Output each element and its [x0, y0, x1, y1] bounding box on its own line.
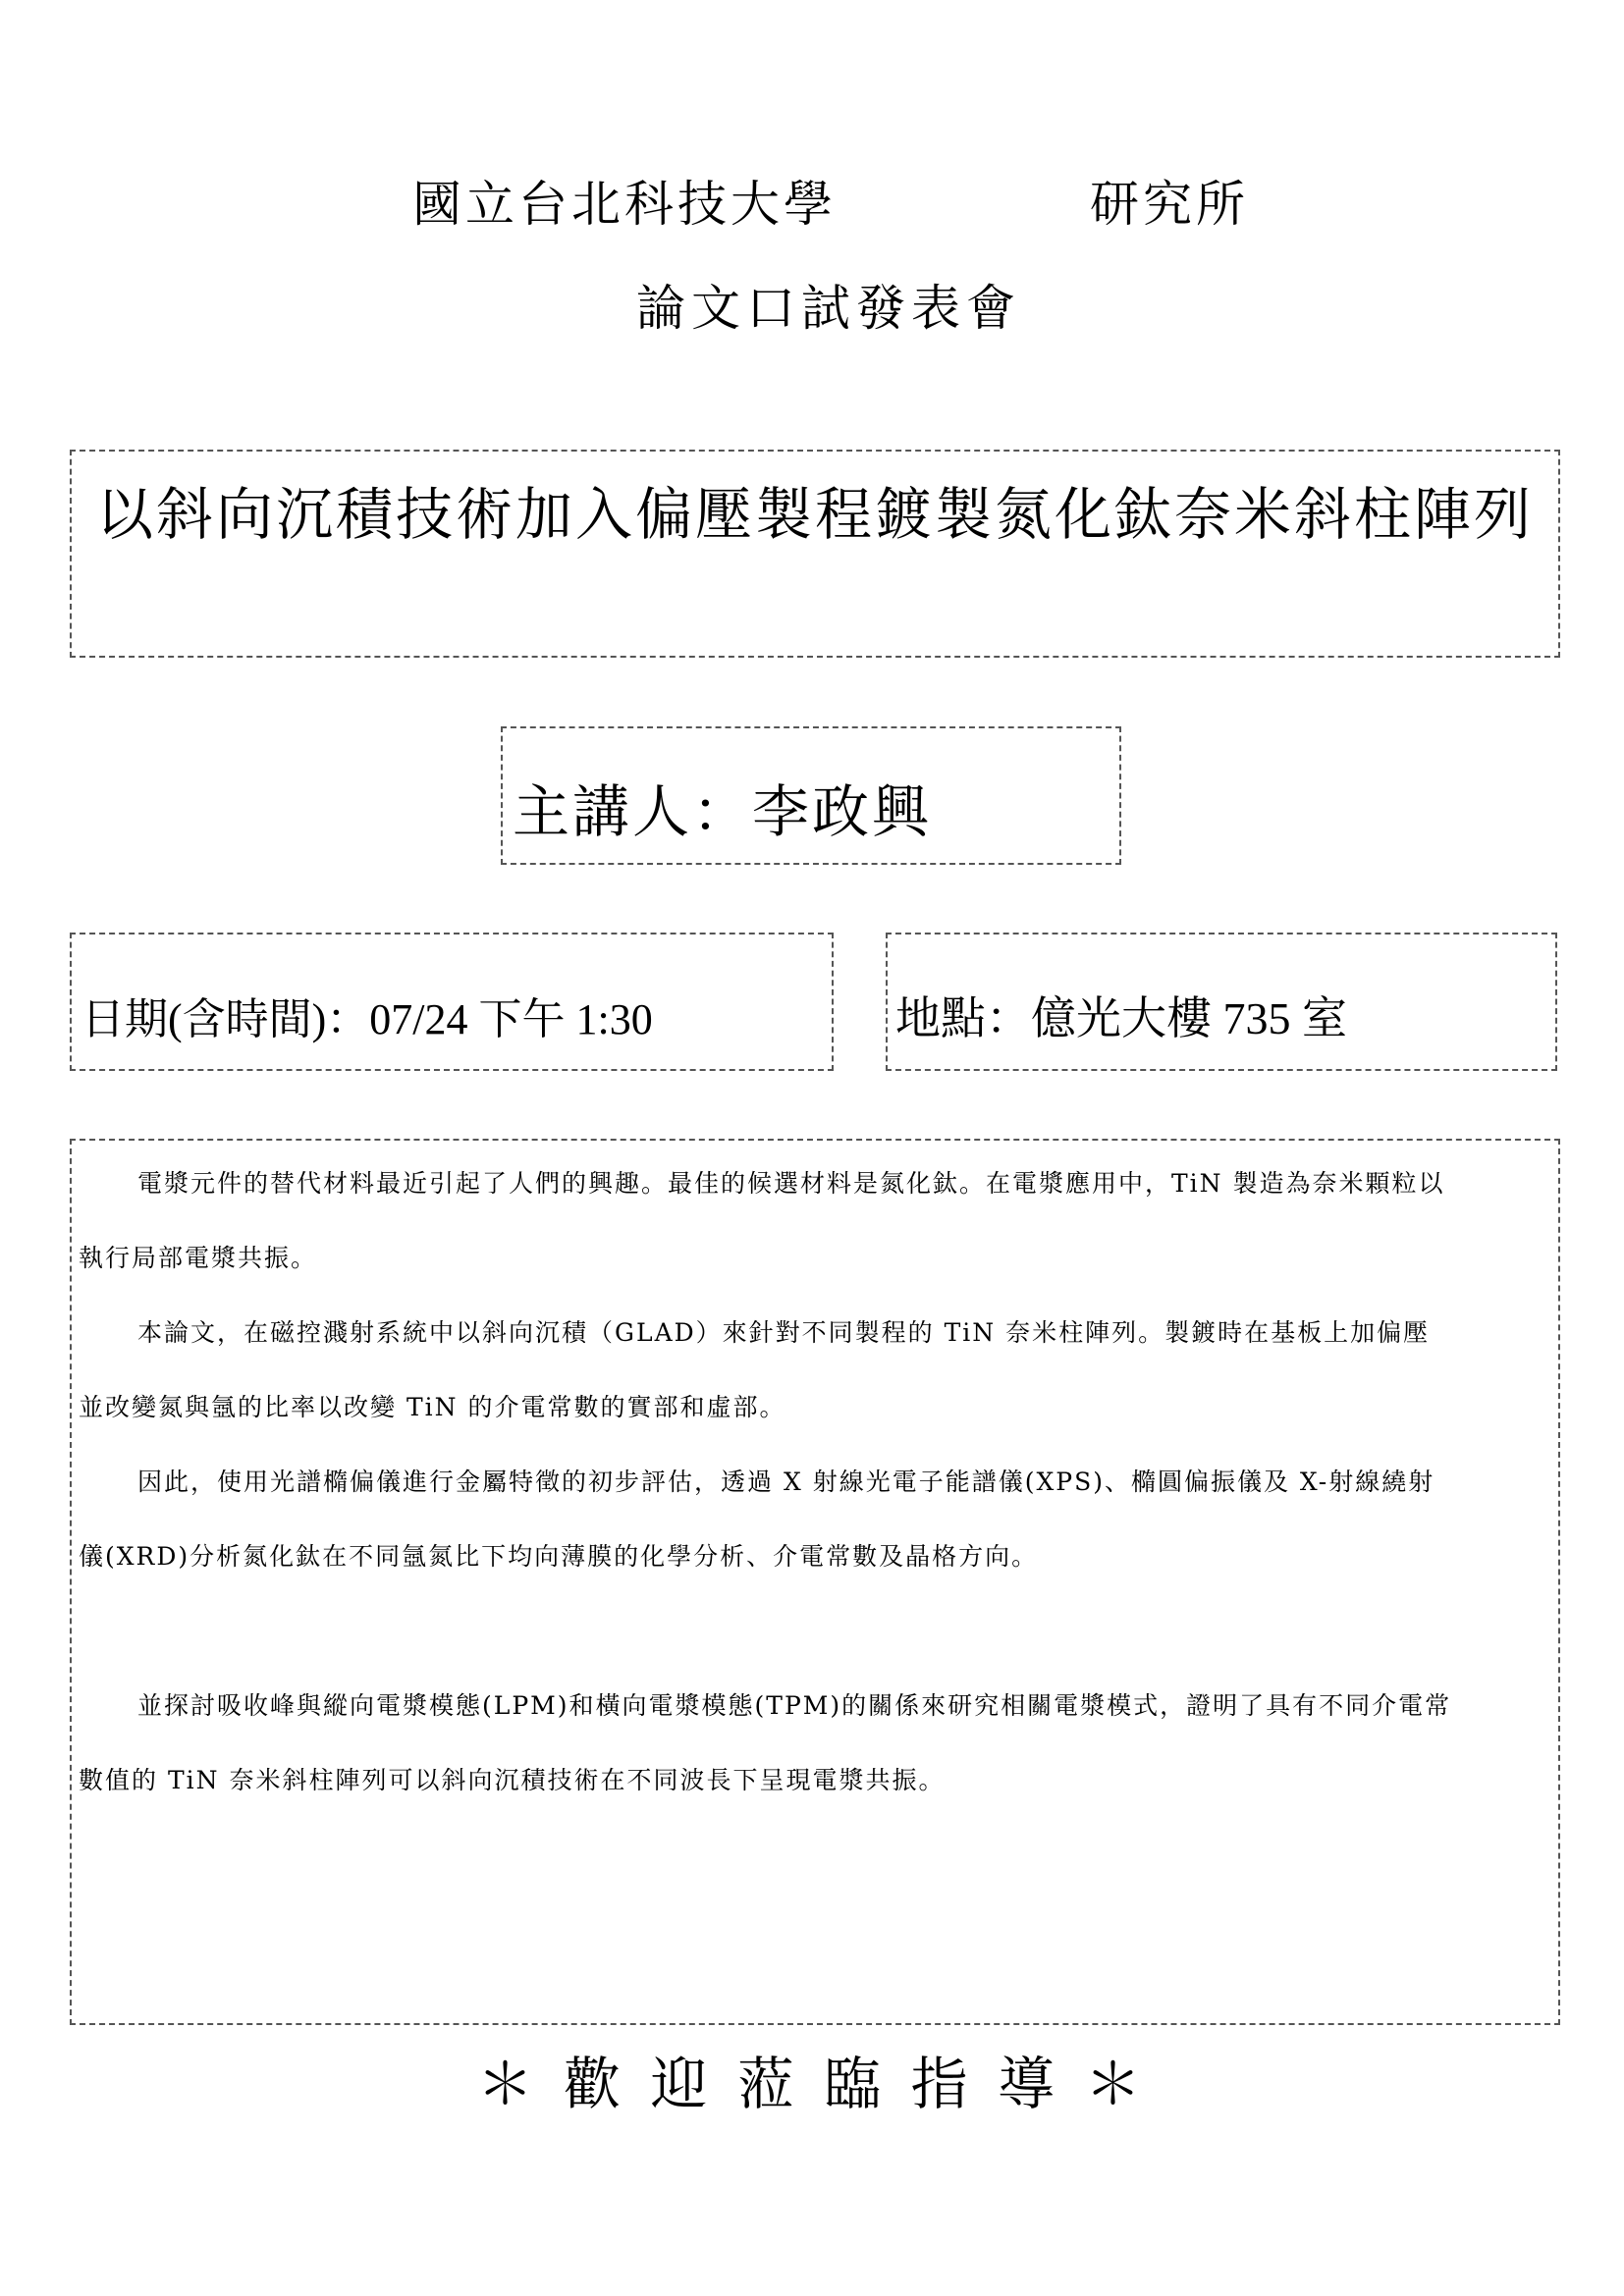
date-box — [70, 933, 834, 1071]
location: 地點：億光大樓 735 室 — [895, 993, 1347, 1043]
event-title: 論文口試發表會 — [636, 280, 1021, 337]
institute-name: 研究所 — [1090, 176, 1249, 233]
speaker-box — [501, 726, 1121, 865]
speaker-name: 主講人：李政興 — [513, 778, 933, 845]
university-name: 國立台北科技大學 — [412, 176, 837, 233]
date-time: 日期(含時間)：07/24 下午 1:30 — [81, 995, 653, 1043]
abstract-paragraph: 因此，使用光譜橢偏儀進行金屬特徵的初步評估，透過 X 射線光電子能譜儀(XPS)、橢圓偏振儀及 X-射線繞射儀(XRD)分析氮化鈦在不同氬氮比下均向薄膜的化學分析、介電常數及晶格方向。 — [79, 1468, 1435, 1571]
abstract-paragraph: 並探討吸收峰與縱向電漿模態(LPM)和橫向電漿模態(TPM)的關係來研究相關電漿模式，證明了具有不同介電常數值的 TiN 奈米斜柱陣列可以斜向沉積技術在不同波長下呈現電漿共振。 — [79, 1691, 1452, 1794]
abstract-paragraph: 本論文，在磁控濺射系統中以斜向沉積（GLAD）來針對不同製程的 TiN 奈米柱陣列。製鍍時在基板上加偏壓並改變氮與氬的比率以改變 TiN 的介電常數的實部和虛部。 — [79, 1318, 1431, 1421]
welcome-message: ＊ 歡 迎 蒞 臨 指 導 ＊ — [476, 2051, 1148, 2117]
thesis-title-box — [70, 450, 1560, 658]
thesis-title: 以斜向沉積技術加入偏壓製程鍍製氮化鈦奈米斜柱陣列 — [95, 481, 1534, 548]
place-box — [886, 933, 1557, 1071]
abstract-paragraph: 電漿元件的替代材料最近引起了人們的興趣。最佳的候選材料是氮化鈦。在電漿應用中，TiN 製造為奈米顆粒以執行局部電漿共振。 — [79, 1169, 1445, 1272]
